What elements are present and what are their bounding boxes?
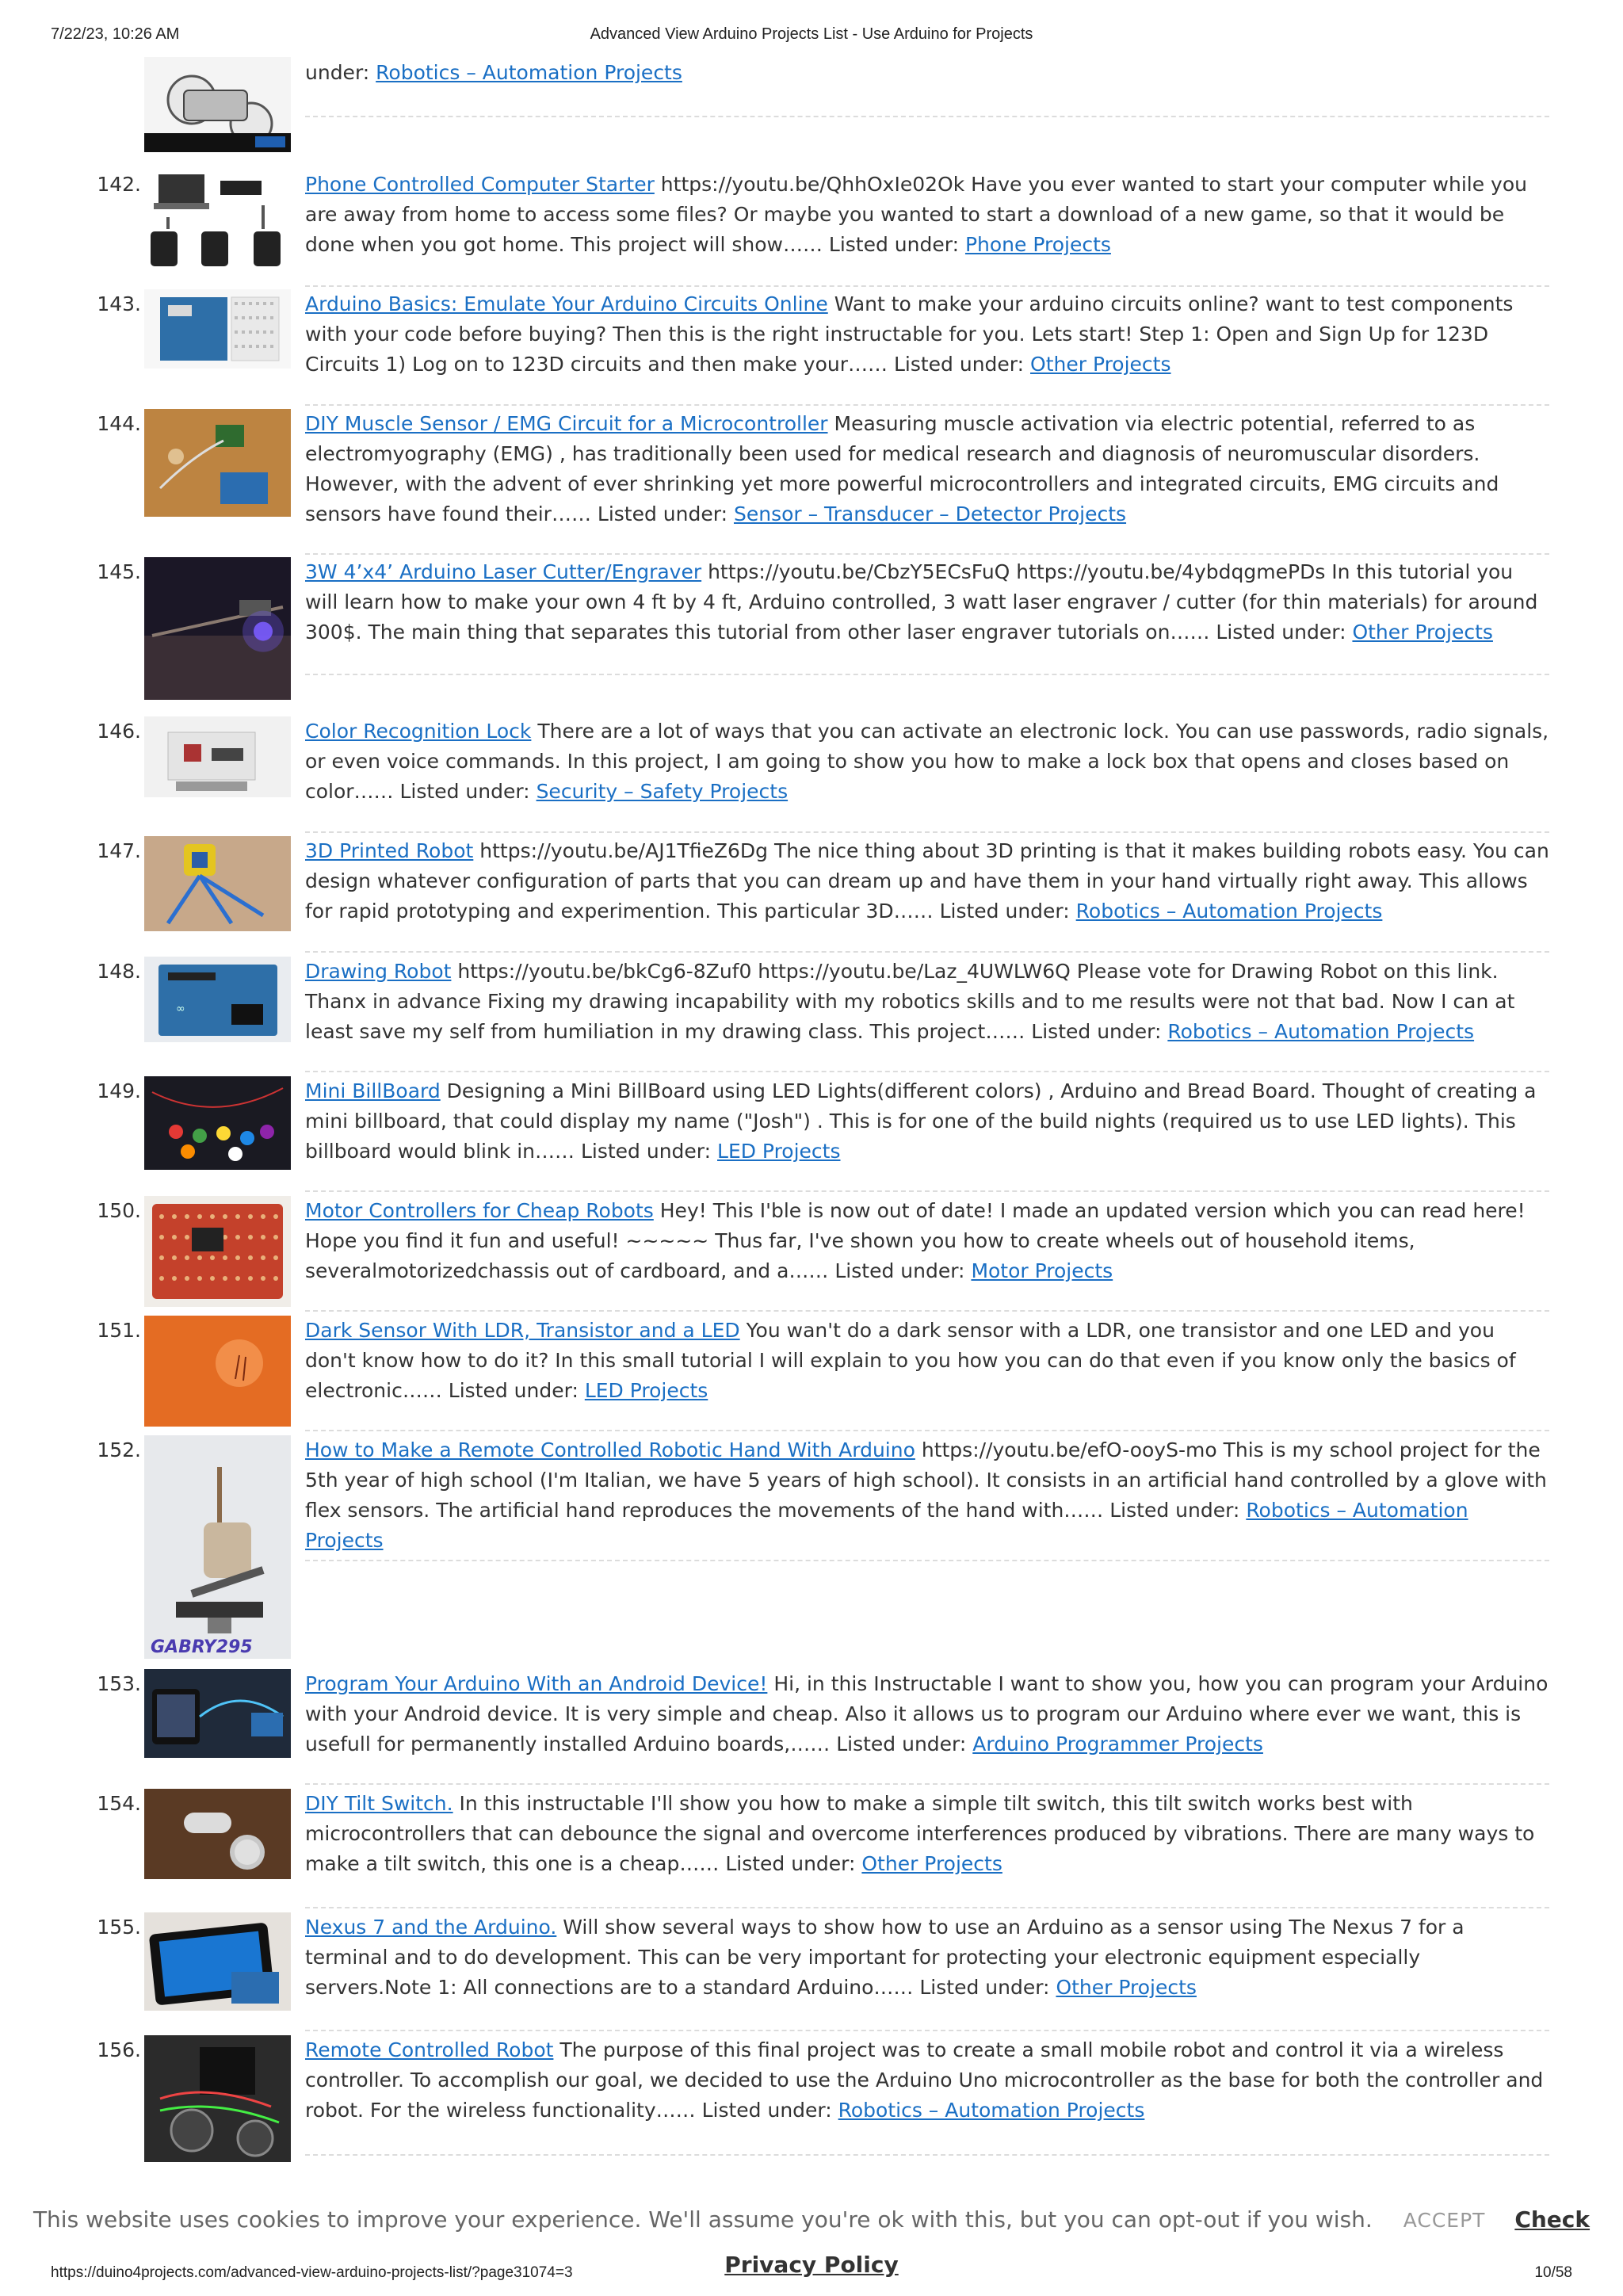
item-description (305, 1789, 1549, 1879)
item-number: 150. (97, 1199, 141, 1222)
item-separator (305, 1071, 1549, 1072)
project-thumbnail[interactable] (144, 1435, 291, 1659)
project-title-link[interactable]: DIY Tilt Switch. (305, 1792, 453, 1815)
svg-text:∞: ∞ (176, 1003, 185, 1015)
item-separator (305, 1783, 1549, 1785)
project-title-link[interactable]: Dark Sensor With LDR, Transistor and a LED (305, 1319, 740, 1342)
category-link[interactable]: Other Projects (1056, 1976, 1197, 1999)
item-separator (305, 2030, 1549, 2031)
category-link[interactable]: LED Projects (584, 1379, 708, 1402)
project-summary: Measuring muscle activation via electric potential, referred to as electromyography (EMG) , has traditionally been used for medical research and diagnosis of neuromuscular disorders. However, with the advent of ever shrinking yet more powerful microcontrollers and integrated circuits, EMG circuits and sensors have found their…… Listed under: (305, 412, 1499, 525)
item-description (305, 409, 1549, 529)
print-page-number: 10/58 (1534, 2264, 1572, 2281)
item-number: 148. (97, 960, 141, 983)
thumb-watermark: GABRY295 (151, 1637, 253, 1657)
item-description (305, 289, 1549, 380)
category-link[interactable]: Security – Safety Projects (536, 780, 789, 803)
item-description (305, 1076, 1549, 1167)
item-description (305, 1912, 1549, 2003)
privacy-policy-link[interactable]: Check Privacy Policy (724, 2206, 1591, 2278)
item-number: 156. (97, 2038, 141, 2061)
item-number: 146. (97, 720, 141, 743)
item-separator (305, 951, 1549, 953)
project-thumbnail[interactable] (144, 170, 291, 271)
project-thumbnail[interactable] (144, 1076, 291, 1170)
project-title-link[interactable]: Nexus 7 and the Arduino. (305, 1916, 557, 1939)
project-title-link[interactable]: Phone Controlled Computer Starter (305, 173, 655, 196)
item-separator (305, 1310, 1549, 1312)
project-summary: https://youtu.be/efO-ooyS-mo This is my school project for the 5th year of high school (I'm Italian, we have 5 years of high school). It consists in an artificial hand controlled by a glove with flex sensors. The artificial hand reproduces the movements of the hand with…… Listed under: (305, 1438, 1547, 1522)
category-link[interactable]: Phone Projects (964, 233, 1111, 256)
item-number: 155. (97, 1916, 141, 1939)
print-footer (51, 2264, 1572, 2285)
project-title-link[interactable]: 3W 4’x4’ Arduino Laser Cutter/Engraver (305, 560, 702, 583)
print-header (51, 25, 1572, 49)
project-thumbnail[interactable] (144, 1669, 291, 1758)
item-description (305, 957, 1549, 1047)
project-title-link[interactable]: Mini BillBoard (305, 1079, 441, 1102)
print-url: https://duino4projects.com/advanced-view-arduino-projects-list/?page31074=3 (51, 2264, 573, 2281)
item-number: 143. (97, 292, 141, 315)
item-number: 152. (97, 1438, 141, 1461)
project-summary: under: (305, 61, 376, 84)
project-summary: https://youtu.be/CbzY5ECsFuQ https://youtu.be/4ybdqgmePDs In this tutorial you will learn how to make your own 4 ft by 4 ft, Arduino controlled, 3 watt laser engraver / cutter (for thin materials) for around 300$. The main thing that separates this tutorial from other laser engraver tutorials on…… Listed under: (305, 560, 1538, 644)
item-description (305, 58, 1549, 88)
project-thumbnail[interactable] (144, 1196, 291, 1307)
category-link[interactable]: Robotics – Automation Projects (1167, 1020, 1475, 1043)
item-description (305, 836, 1549, 926)
project-title-link[interactable]: Drawing Robot (305, 960, 452, 983)
category-link[interactable]: Motor Projects (971, 1259, 1113, 1282)
item-number: 151. (97, 1319, 141, 1342)
category-link[interactable]: Other Projects (1352, 621, 1493, 644)
project-summary: In this instructable I'll show you how to make a simple tilt switch, this tilt switch works best with microcontrollers that can debounce the signal and overcome interferences produced by vibrations. There are many ways to make a tilt switch, this one is a cheap…… Listed under: (305, 1792, 1535, 1875)
project-summary: https://youtu.be/AJ1TfieZ6Dg The nice thing about 3D printing is that it makes building robots easy. You can design whatever configuration of parts that you can dream up and have them in your hand virtually right away. This allows for rapid prototyping and experimention. This particular 3D…… Listed under: (305, 839, 1549, 923)
category-link[interactable]: Robotics – Automation Projects (1075, 900, 1383, 923)
project-title-link[interactable]: DIY Muscle Sensor / EMG Circuit for a Microcontroller (305, 412, 828, 435)
item-description (305, 1435, 1549, 1556)
item-number: 149. (97, 1079, 141, 1102)
project-summary: https://youtu.be/bkCg6-8Zuf0 https://youtu.be/Laz_4UWLW6Q Please vote for Drawing Robot on this link. Thanx in advance Fixing my drawing incapability with my robotics skills and to me results were not that bad. Now I can at least save my self from humiliation in my drawing class. This project…… Listed under: (305, 960, 1515, 1043)
project-title-link[interactable]: Remote Controlled Robot (305, 2038, 554, 2061)
category-link[interactable]: Sensor – Transducer – Detector Projects (733, 502, 1127, 525)
item-number: 144. (97, 412, 141, 435)
item-separator (305, 404, 1549, 406)
project-summary: The purpose of this final project was to create a small mobile robot and control it via a wireless controller. To accomplish our goal, we decided to use the Arduino Uno microcontroller as the base for both the controller and robot. For the wireless functionality…… Listed under: (305, 2038, 1544, 2122)
print-timestamp: 7/22/23, 10:26 AM (51, 25, 180, 43)
project-summary: There are a lot of ways that you can activate an electronic lock. You can use passwords, radio signals, or even voice commands. In this project, I am going to show you how to make a lock box that opens and closes based on color…… Listed under: (305, 720, 1549, 803)
item-description (305, 1316, 1549, 1406)
project-thumbnail[interactable] (144, 2035, 291, 2162)
item-number: 153. (97, 1672, 141, 1695)
item-description (305, 716, 1549, 807)
item-separator (305, 2154, 1549, 2156)
project-thumbnail[interactable] (144, 289, 291, 369)
project-thumbnail[interactable] (144, 557, 291, 700)
category-link[interactable]: Other Projects (1030, 353, 1171, 376)
item-number: 147. (97, 839, 141, 862)
project-summary: Hi, in this Instructable I want to show you, how you can program your Arduino with your Android device. It is very simple and cheap. Also it allows us to program our Arduino where ever we want, this is usefull for permanently installed Arduino boards,…… Listed under: (305, 1672, 1549, 1755)
project-thumbnail[interactable] (144, 1912, 291, 2011)
project-thumbnail[interactable] (144, 957, 291, 1042)
project-thumbnail[interactable] (144, 57, 291, 152)
print-page-title: Advanced View Arduino Projects List - Use Arduino for Projects (590, 25, 1033, 43)
item-description (305, 170, 1549, 260)
category-link[interactable]: Arduino Programmer Projects (972, 1733, 1263, 1755)
project-title-link[interactable]: 3D Printed Robot (305, 839, 474, 862)
category-link[interactable]: Other Projects (861, 1852, 1002, 1875)
project-title-link[interactable]: Motor Controllers for Cheap Robots (305, 1199, 654, 1222)
category-link[interactable]: Robotics – Automation Projects (305, 1499, 1468, 1552)
project-thumbnail[interactable] (144, 1789, 291, 1879)
item-description (305, 1669, 1549, 1759)
category-link[interactable]: Robotics – Automation Projects (376, 61, 682, 84)
project-thumbnail[interactable] (144, 836, 291, 931)
item-number: 154. (97, 1792, 141, 1815)
project-thumbnail[interactable] (144, 1316, 291, 1427)
item-description (305, 557, 1549, 648)
project-thumbnail[interactable] (144, 409, 291, 517)
project-title-link[interactable]: How to Make a Remote Controlled Robotic Hand With Arduino (305, 1438, 915, 1461)
item-separator (305, 1190, 1549, 1192)
category-link[interactable]: Robotics – Automation Projects (838, 2099, 1145, 2122)
project-title-link[interactable]: Program Your Arduino With an Android Device! (305, 1672, 768, 1695)
item-separator (305, 1907, 1549, 1908)
project-summary: You wan't do a dark sensor with a LDR, one transistor and one LED and you don't know how to do it? In this small tutorial I will explain to you how you can do that even if you know only the basics of electronic…… Listed under: (305, 1319, 1516, 1402)
cookie-accept-button[interactable]: ACCEPT (1403, 2209, 1486, 2232)
project-summary: Want to make your arduino circuits online? want to test components with your code before buying? Then this is the right instructable for you. Lets start! Step 1: Open and Sign Up for 123D Circuits 1) Log on to 123D circuits and then make your…… Listed under: (305, 292, 1514, 376)
item-separator (305, 116, 1549, 117)
project-title-link[interactable]: Arduino Basics: Emulate Your Arduino Circuits Online (305, 292, 828, 315)
item-description (305, 1196, 1549, 1286)
item-separator (305, 674, 1549, 675)
item-separator (305, 285, 1549, 287)
category-link[interactable]: LED Projects (717, 1140, 841, 1163)
cookie-message: This website uses cookies to improve your experience. We'll assume you're ok with this, but you can opt-out if you wish. (32, 2206, 1373, 2233)
project-summary: Hey! This I'ble is now out of date! I made an updated version which you can read here! Hope you find it fun and useful! ~~~~~ Thus far, I've shown you how to create wheels out of household items, severalmotorizedchassis out of cardboard, and a…… Listed under: (305, 1199, 1526, 1282)
project-thumbnail[interactable] (144, 716, 291, 797)
project-summary: Designing a Mini BillBoard using LED Lights(different colors) , Arduino and Bread Board. Thought of creating a mini billboard, that could display my name ("Josh") . This is for one of the build nights (required us to use LED lights). This billboard would blink in…… Listed under: (305, 1079, 1537, 1163)
item-separator (305, 1560, 1549, 1561)
item-description (305, 2035, 1549, 2126)
item-number: 142. (97, 173, 141, 196)
item-separator (305, 553, 1549, 555)
project-summary: Will show several ways to show how to use an Arduino as a sensor using The Nexus 7 for a terminal and to do development. This can be very important for protecting your electronic equipment especially servers.Note 1: All connections are to a standard Arduino…… Listed under: (305, 1916, 1465, 1999)
item-separator (305, 1430, 1549, 1431)
project-title-link[interactable]: Color Recognition Lock (305, 720, 532, 743)
project-summary: https://youtu.be/QhhOxIe02Ok Have you ever wanted to start your computer while you are away from home to access some files? Or maybe you wanted to start a download of a new game, so that it would be done when you got home. This project will show…… Listed under: (305, 173, 1527, 256)
item-separator (305, 831, 1549, 833)
item-number: 145. (97, 560, 141, 583)
